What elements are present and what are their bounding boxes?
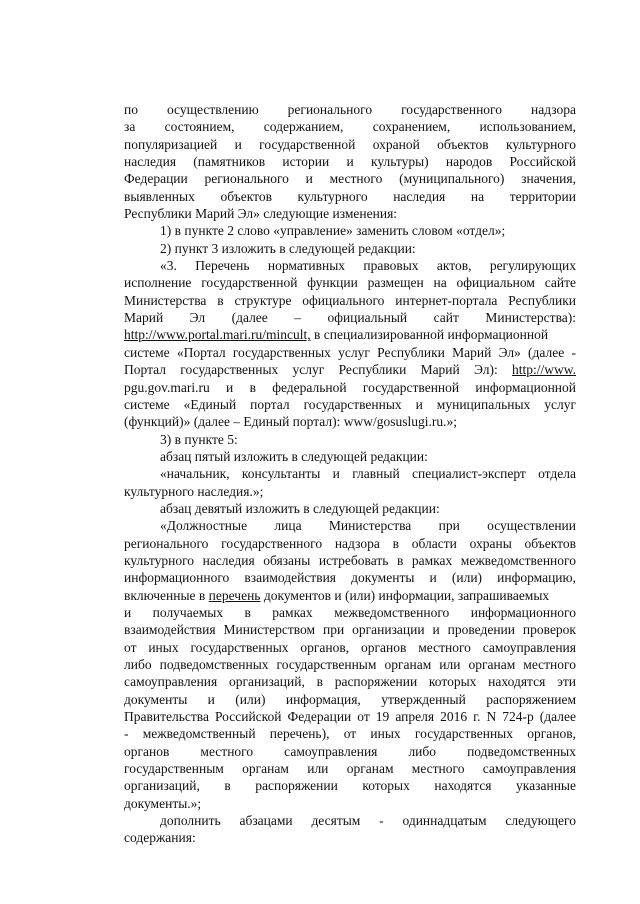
text-line: самоуправления организаций, в распоряжении которых находятся эти — [124, 674, 576, 690]
perechen-link[interactable]: перечень — [208, 587, 261, 603]
text-line: культурного наследия обязаны истребовать в рамках межведомственного — [124, 552, 576, 568]
text-line: Портал государственных услуг Республики Марий Эл): http://www. — [124, 362, 576, 378]
text-line: взаимодействия Министерством при организации и проведении проверок — [124, 622, 576, 638]
text-line: системе «Единый портал государственных и муниципальных услуг — [124, 396, 576, 412]
text-line: Федерации регионального и местного (муниципального) значения, — [124, 171, 576, 187]
pgu-link[interactable]: http://www. — [512, 362, 576, 378]
text-line: организаций, в распоряжении которых находятся указанные — [124, 778, 576, 794]
text-line: документы.»; — [124, 795, 202, 811]
text-line: «3. Перечень нормативных правовых актов, регулирующих — [160, 258, 576, 274]
text-line: «начальник, консультанты и главный специалист-эксперт отдела — [160, 466, 576, 482]
text-line: документы и (или) информация, утвержденный распоряжением — [124, 691, 576, 707]
text-line: системе «Портал государственных услуг Республики Марий Эл» (далее - — [124, 344, 576, 360]
text-line: регионального государственного надзора в области охраны объектов — [124, 535, 576, 551]
text-line: - межведомственный перечень), от иных государственных органов, — [124, 726, 576, 742]
text-line: Марий Эл (далее – официальный сайт Министерства): — [124, 310, 576, 326]
text-line: информационного взаимодействия документы и (или) информацию, — [124, 570, 576, 586]
text-line: 2) пункт 3 изложить в следующей редакции: — [160, 240, 416, 256]
document-body — [124, 101, 576, 847]
text-line: Правительства Российской Федерации от 19 апреля 2016 г. N 724-р (далее — [124, 709, 576, 725]
text-line: культурного наследия.»; — [124, 483, 264, 499]
text-line: по осуществлению регионального государственного надзора — [124, 102, 576, 117]
text-line: популяризацией и государственной охраной объектов культурного — [124, 136, 576, 152]
text-line: (функций)» (далее – Единый портал): www/gosuslugi.ru.»; — [124, 414, 457, 430]
text-line: органов местного самоуправления либо подведомственных — [124, 743, 576, 759]
text-line: абзац пятый изложить в следующей редакции: — [160, 448, 428, 464]
text-line: за состоянием, содержанием, сохранением, использованием, — [124, 119, 576, 135]
text-line: Республики Марий Эл» следующие изменения: — [124, 206, 398, 222]
text-line: содержания: — [124, 830, 196, 846]
text-line: включенные в перечень документов и (или) информации, запрашиваемых — [124, 587, 550, 603]
text-line: http://www.portal.mari.ru/mincult, в специализированной информационной — [124, 327, 549, 343]
text-line: абзац девятый изложить в следующей редакции: — [160, 500, 440, 516]
mincult-link[interactable]: http://www.portal.mari.ru/mincult, — [124, 327, 311, 343]
text-line: дополнить абзацами десятым - одиннадцатым следующего — [160, 813, 576, 829]
text-line: наследия (памятников истории и культуры) народов Российской — [124, 154, 576, 170]
text-line: и получаемых в рамках межведомственного информационного — [124, 604, 576, 620]
text-line: государственным органам или органам местного самоуправления — [124, 761, 576, 777]
text-line: выявленных объектов культурного наследия на территории — [124, 188, 576, 204]
text-line: «Должностные лица Министерства при осуществлении — [160, 518, 576, 534]
text-line: либо подведомственных государственным органам или органам местного — [124, 657, 576, 672]
text-line: 1) в пункте 2 слово «управление» заменить словом «отдел»; — [160, 223, 506, 239]
text-line: 3) в пункте 5: — [160, 431, 238, 447]
text-line: исполнение государственной функции размещен на официальном сайте — [124, 275, 576, 291]
text-line: Министерства в структуре официального интернет-портала Республики — [124, 292, 576, 308]
text-line: pgu.gov.mari.ru и в федеральной государственной информационной — [124, 379, 576, 395]
text-line: от иных государственных органов, органов местного самоуправления — [124, 639, 576, 655]
